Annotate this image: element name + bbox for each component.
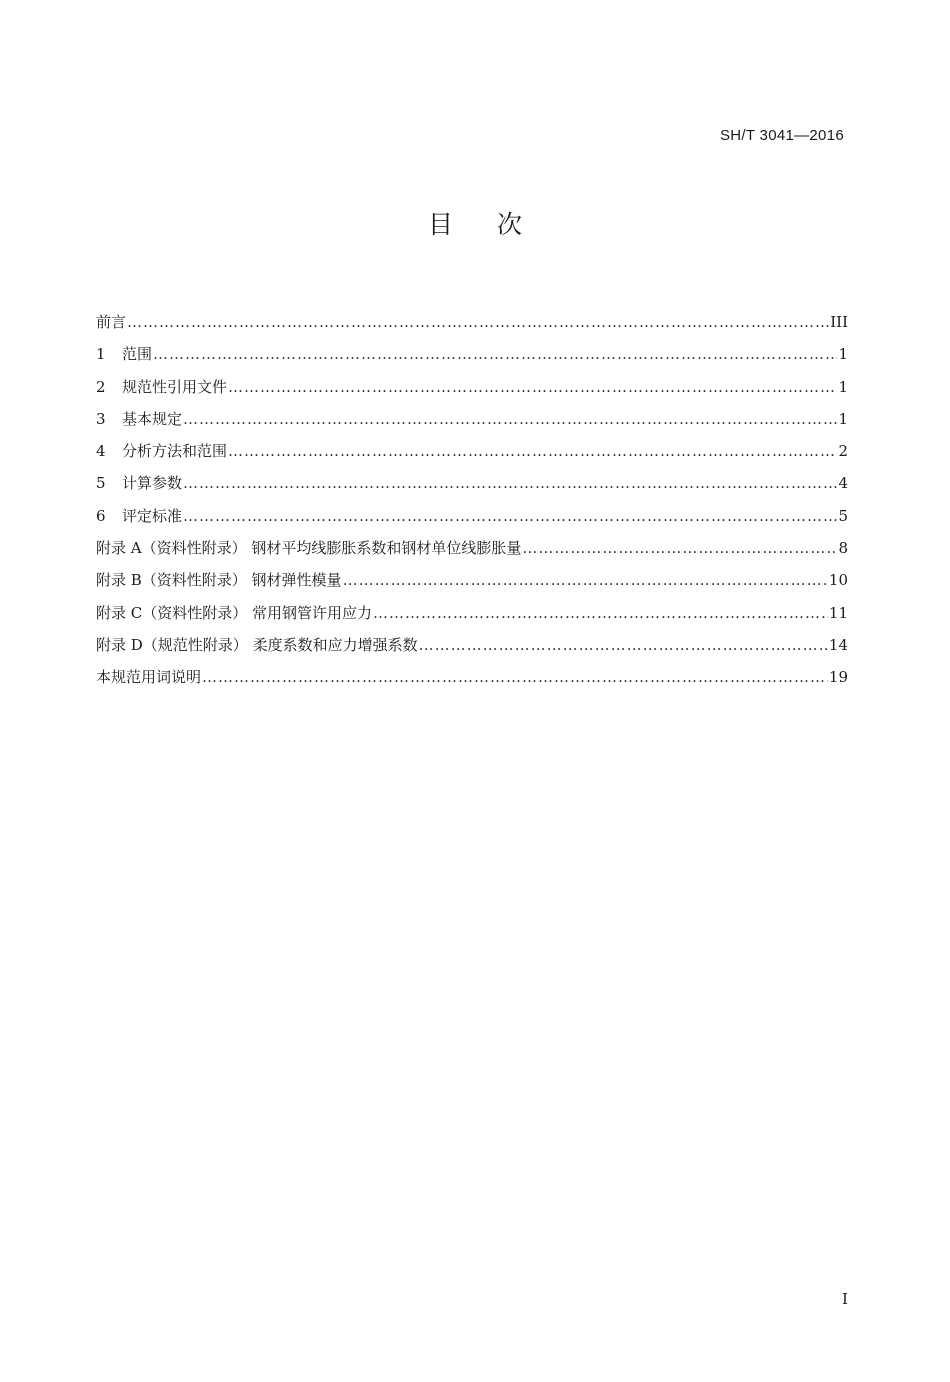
toc-entry-appendix-d[interactable]: [96, 629, 848, 661]
toc-entry-label: 附录 A（资料性附录） 钢材平均线膨胀系数和钢材单位线膨胀量: [96, 539, 522, 558]
toc-entry-page: III: [830, 313, 848, 331]
toc-entry-appendix-c[interactable]: [96, 597, 848, 629]
toc-entry-page: 8: [838, 539, 848, 558]
toc-entry-page: 1: [838, 345, 848, 364]
toc-entry-label: 基本规定: [122, 409, 183, 428]
toc-entry-scope[interactable]: [96, 338, 848, 370]
toc-entry-number: 6: [96, 506, 106, 525]
toc-entry-basic-provisions[interactable]: [96, 403, 848, 435]
table-of-contents: [96, 306, 848, 694]
toc-leader-dots: [127, 306, 829, 338]
toc-entry-normative-references[interactable]: [96, 371, 848, 403]
toc-entry-analysis-methods[interactable]: [96, 435, 848, 467]
toc-entry-appendix-a[interactable]: [96, 532, 848, 564]
toc-entry-appendix-b[interactable]: [96, 564, 848, 596]
toc-entry-page: 10: [828, 571, 848, 590]
toc-entry-page: 14: [828, 635, 848, 654]
toc-entry-page: 1: [838, 409, 848, 428]
toc-entry-label: 附录 C（资料性附录） 常用钢管许用应力: [96, 603, 373, 622]
toc-entry-foreword[interactable]: [96, 306, 848, 338]
toc-entry-label: 评定标准: [122, 506, 183, 525]
page-number: I: [842, 1290, 848, 1308]
toc-entry-page: 19: [828, 668, 848, 687]
toc-entry-label: 计算参数: [122, 474, 183, 493]
page-title: 目次: [427, 210, 566, 239]
toc-entry-number: 4: [96, 442, 106, 461]
toc-leader-dots: [183, 467, 837, 499]
toc-entry-page: 4: [838, 474, 848, 493]
toc-leader-dots: [343, 564, 828, 596]
toc-entry-wording-explanation[interactable]: [96, 661, 848, 693]
toc-entry-evaluation-criteria[interactable]: [96, 500, 848, 532]
toc-entry-label: 范围: [122, 345, 153, 364]
toc-leader-dots: [153, 338, 837, 370]
toc-entry-number: 5: [96, 474, 106, 493]
toc-entry-calculation-parameters[interactable]: [96, 467, 848, 499]
toc-entry-page: 5: [838, 506, 848, 525]
toc-entry-label: 附录 D（规范性附录） 柔度系数和应力增强系数: [96, 635, 418, 654]
toc-entry-page: 11: [828, 603, 848, 622]
toc-entry-page: 2: [838, 442, 848, 461]
toc-entry-page: 1: [838, 377, 848, 396]
toc-entry-label: 规范性引用文件: [122, 377, 228, 396]
toc-entry-number: 2: [96, 377, 106, 396]
toc-leader-dots: [373, 597, 828, 629]
toc-leader-dots: [202, 661, 828, 693]
toc-leader-dots: [228, 435, 837, 467]
toc-entry-number: 1: [96, 345, 106, 364]
toc-leader-dots: [228, 371, 837, 403]
toc-entry-label: 前言: [96, 313, 127, 331]
toc-leader-dots: [183, 500, 837, 532]
toc-leader-dots: [183, 403, 837, 435]
toc-entry-label: 附录 B（资料性附录） 钢材弹性模量: [96, 571, 342, 590]
toc-leader-dots: [419, 629, 828, 661]
toc-entry-label: 分析方法和范围: [122, 442, 228, 461]
toc-leader-dots: [522, 532, 837, 564]
toc-entry-number: 3: [96, 409, 106, 428]
toc-entry-label: 本规范用词说明: [96, 668, 202, 687]
document-code: SH/T 3041—2016: [719, 127, 844, 144]
